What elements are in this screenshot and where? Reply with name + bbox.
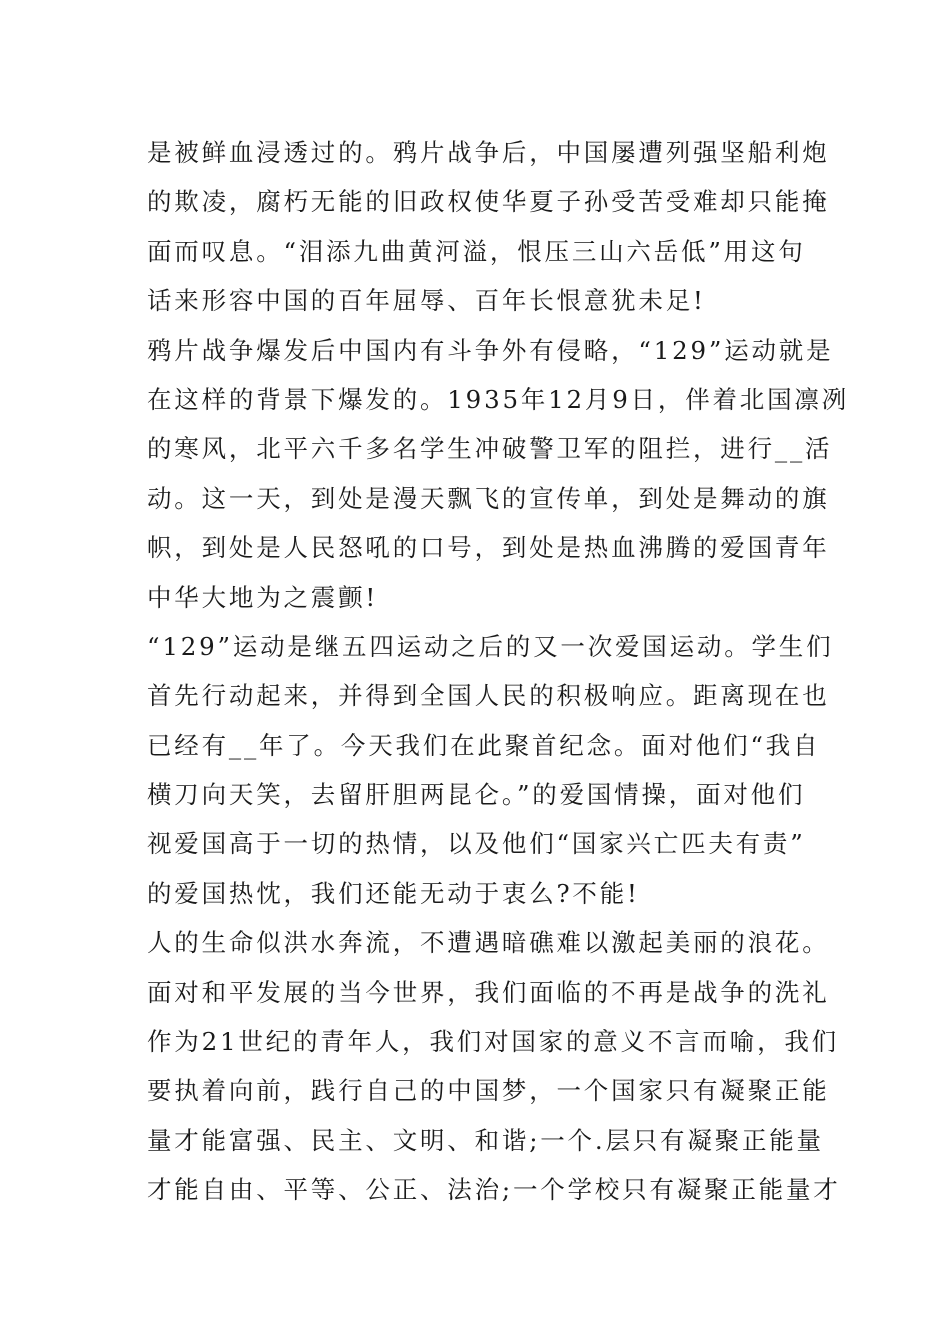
text-line: 横刀向天笑，去留肝胆两昆仑。”的爱国情操，面对他们 bbox=[147, 780, 806, 810]
text-line: 首先行动起来，并得到全国人民的积极响应。距离现在也 bbox=[147, 681, 830, 711]
text-line: 视爱国高于一切的热情，以及他们“国家兴亡匹夫有责” bbox=[147, 829, 806, 859]
text-line: 的爱国热忱，我们还能无动于衷么?不能! bbox=[147, 878, 640, 908]
text-line: 在这样的背景下爆发的。1935年12月9日，伴着北国凛冽 bbox=[147, 384, 850, 414]
text-line: 面而叹息。“泪添九曲黄河溢，恨压三山六岳低”用这句 bbox=[147, 236, 806, 266]
text-line: 要执着向前，践行自己的中国梦，一个国家只有凝聚正能 bbox=[147, 1076, 830, 1106]
text-line: 的寒风，北平六千多名学生冲破警卫军的阻拦，进行__活 bbox=[147, 434, 833, 464]
text-line: 帜，到处是人民怒吼的口号，到处是热血沸腾的爱国青年 bbox=[147, 533, 830, 563]
text-line: 中华大地为之震颤! bbox=[147, 582, 379, 612]
text-line: 鸦片战争爆发后中国内有斗争外有侵略，“129”运动就是 bbox=[147, 335, 834, 365]
text-line: 才能自由、平等、公正、法治;一个学校只有凝聚正能量才 bbox=[147, 1175, 841, 1205]
text-line: 动。这一天，到处是漫天飘飞的宣传单，到处是舞动的旗 bbox=[147, 483, 830, 513]
text-line: 话来形容中国的百年屈辱、百年长恨意犹未足! bbox=[147, 286, 706, 316]
text-line: 已经有__年了。今天我们在此聚首纪念。面对他们“我自 bbox=[147, 730, 821, 760]
body-text bbox=[147, 128, 850, 1215]
text-line: 的欺凌，腐朽无能的旧政权使华夏子孙受苦受难却只能掩 bbox=[147, 187, 830, 217]
text-line: 量才能富强、民主、文明、和谐;一个.层只有凝聚正能量 bbox=[147, 1125, 824, 1155]
text-line: 人的生命似洪水奔流，不遭遇暗礁难以激起美丽的浪花。 bbox=[147, 928, 830, 958]
text-line: “129”运动是继五四运动之后的又一次爱国运动。学生们 bbox=[147, 631, 834, 661]
text-line: 作为21世纪的青年人，我们对国家的意义不言而喻，我们 bbox=[147, 1027, 839, 1057]
text-line: 是被鲜血浸透过的。鸦片战争后，中国屡遭列强坚船利炮 bbox=[147, 138, 830, 167]
text-line: 面对和平发展的当今世界，我们面临的不再是战争的洗礼 bbox=[147, 977, 830, 1007]
